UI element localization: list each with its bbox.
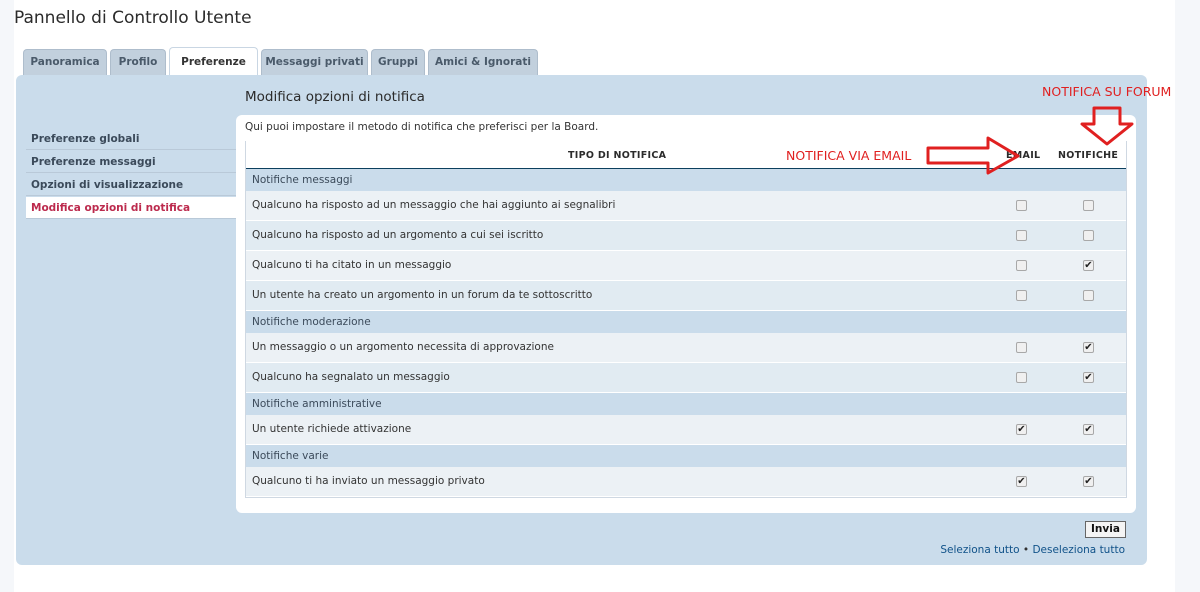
notification-checkbox[interactable] (1083, 230, 1094, 241)
annotation-forum-label: NOTIFICA SU FORUM (1042, 84, 1172, 99)
table-row (246, 415, 1126, 445)
mark-all-link[interactable]: Seleziona tutto (940, 544, 1020, 556)
notification-checkbox[interactable] (1083, 200, 1094, 211)
header-notifications: NOTIFICHE (1058, 150, 1119, 161)
annotation-right-arrow-icon (926, 136, 1022, 176)
email-checkbox[interactable] (1016, 290, 1027, 301)
notification-checkbox[interactable]: ✔ (1084, 342, 1093, 353)
notification-checkbox[interactable]: ✔ (1084, 424, 1093, 435)
table-row (246, 251, 1126, 281)
row-label: Qualcuno ti ha citato in un messaggio (252, 259, 452, 271)
row-label: Qualcuno ti ha inviato un messaggio privato (252, 475, 485, 487)
header-email: EMAIL (1006, 150, 1041, 161)
header-notification-type: TIPO DI NOTIFICA (568, 150, 667, 161)
notification-checkbox[interactable]: ✔ (1084, 260, 1093, 271)
sidebar-item-preferenze-globali[interactable]: Preferenze globali (26, 128, 238, 150)
table-body (246, 169, 1126, 497)
tab-messaggi-privati[interactable]: Messaggi privati (261, 49, 368, 75)
sidebar-item-preferenze-messaggi[interactable]: Preferenze messaggi (26, 151, 238, 173)
tab-gruppi[interactable]: Gruppi (371, 49, 425, 75)
annotation-email-label: NOTIFICA VIA EMAIL (786, 148, 912, 163)
row-label: Un utente richiede attivazione (252, 423, 412, 435)
email-checkbox[interactable] (1016, 260, 1027, 271)
group-header: Notifiche moderazione (246, 311, 1126, 333)
submit-button[interactable]: Invia (1085, 521, 1126, 538)
sidebar-item-modifica-notifiche[interactable]: Modifica opzioni di notifica (26, 197, 238, 219)
notification-checkbox[interactable]: ✔ (1084, 372, 1093, 383)
tab-profilo[interactable]: Profilo (110, 49, 166, 75)
email-checkbox[interactable] (1016, 200, 1027, 211)
group-header: Notifiche messaggi (246, 169, 1126, 191)
group-header: Notifiche amministrative (246, 393, 1126, 415)
section-title: Modifica opzioni di notifica (245, 89, 425, 105)
mark-links (940, 544, 1125, 556)
notification-checkbox[interactable]: ✔ (1084, 476, 1093, 487)
tab-amici-ignorati[interactable]: Amici & Ignorati (428, 49, 538, 75)
table-row (246, 281, 1126, 311)
tab-panoramica[interactable]: Panoramica (23, 49, 107, 75)
email-checkbox[interactable]: ✔ (1017, 424, 1026, 435)
table-row (246, 191, 1126, 221)
email-checkbox[interactable]: ✔ (1017, 476, 1026, 487)
row-label: Qualcuno ha segnalato un messaggio (252, 371, 450, 383)
sidebar-item-opzioni-visualizzazione[interactable]: Opzioni di visualizzazione (26, 174, 238, 196)
row-label: Un messaggio o un argomento necessita di approvazione (252, 341, 554, 353)
notification-table (245, 141, 1127, 498)
page-title: Pannello di Controllo Utente (14, 8, 252, 28)
link-separator: • (1022, 544, 1030, 556)
tab-preferenze[interactable]: Preferenze (169, 47, 258, 77)
unmark-all-link[interactable]: Deseleziona tutto (1032, 544, 1125, 556)
intro-text: Qui puoi impostare il metodo di notifica che preferisci per la Board. (245, 121, 599, 133)
table-row (246, 333, 1126, 363)
notification-checkbox[interactable] (1083, 290, 1094, 301)
email-checkbox[interactable] (1016, 342, 1027, 353)
email-checkbox[interactable] (1016, 372, 1027, 383)
table-row (246, 221, 1126, 251)
row-label: Qualcuno ha risposto ad un argomento a cui sei iscritto (252, 229, 544, 241)
row-label: Un utente ha creato un argomento in un forum da te sottoscritto (252, 289, 593, 301)
email-checkbox[interactable] (1016, 230, 1027, 241)
table-row (246, 363, 1126, 393)
table-row (246, 467, 1126, 497)
sidebar-menu (26, 128, 238, 220)
row-label: Qualcuno ha risposto ad un messaggio che hai aggiunto ai segnalibri (252, 199, 616, 211)
group-header: Notifiche varie (246, 445, 1126, 467)
annotation-down-arrow-icon (1080, 106, 1136, 146)
